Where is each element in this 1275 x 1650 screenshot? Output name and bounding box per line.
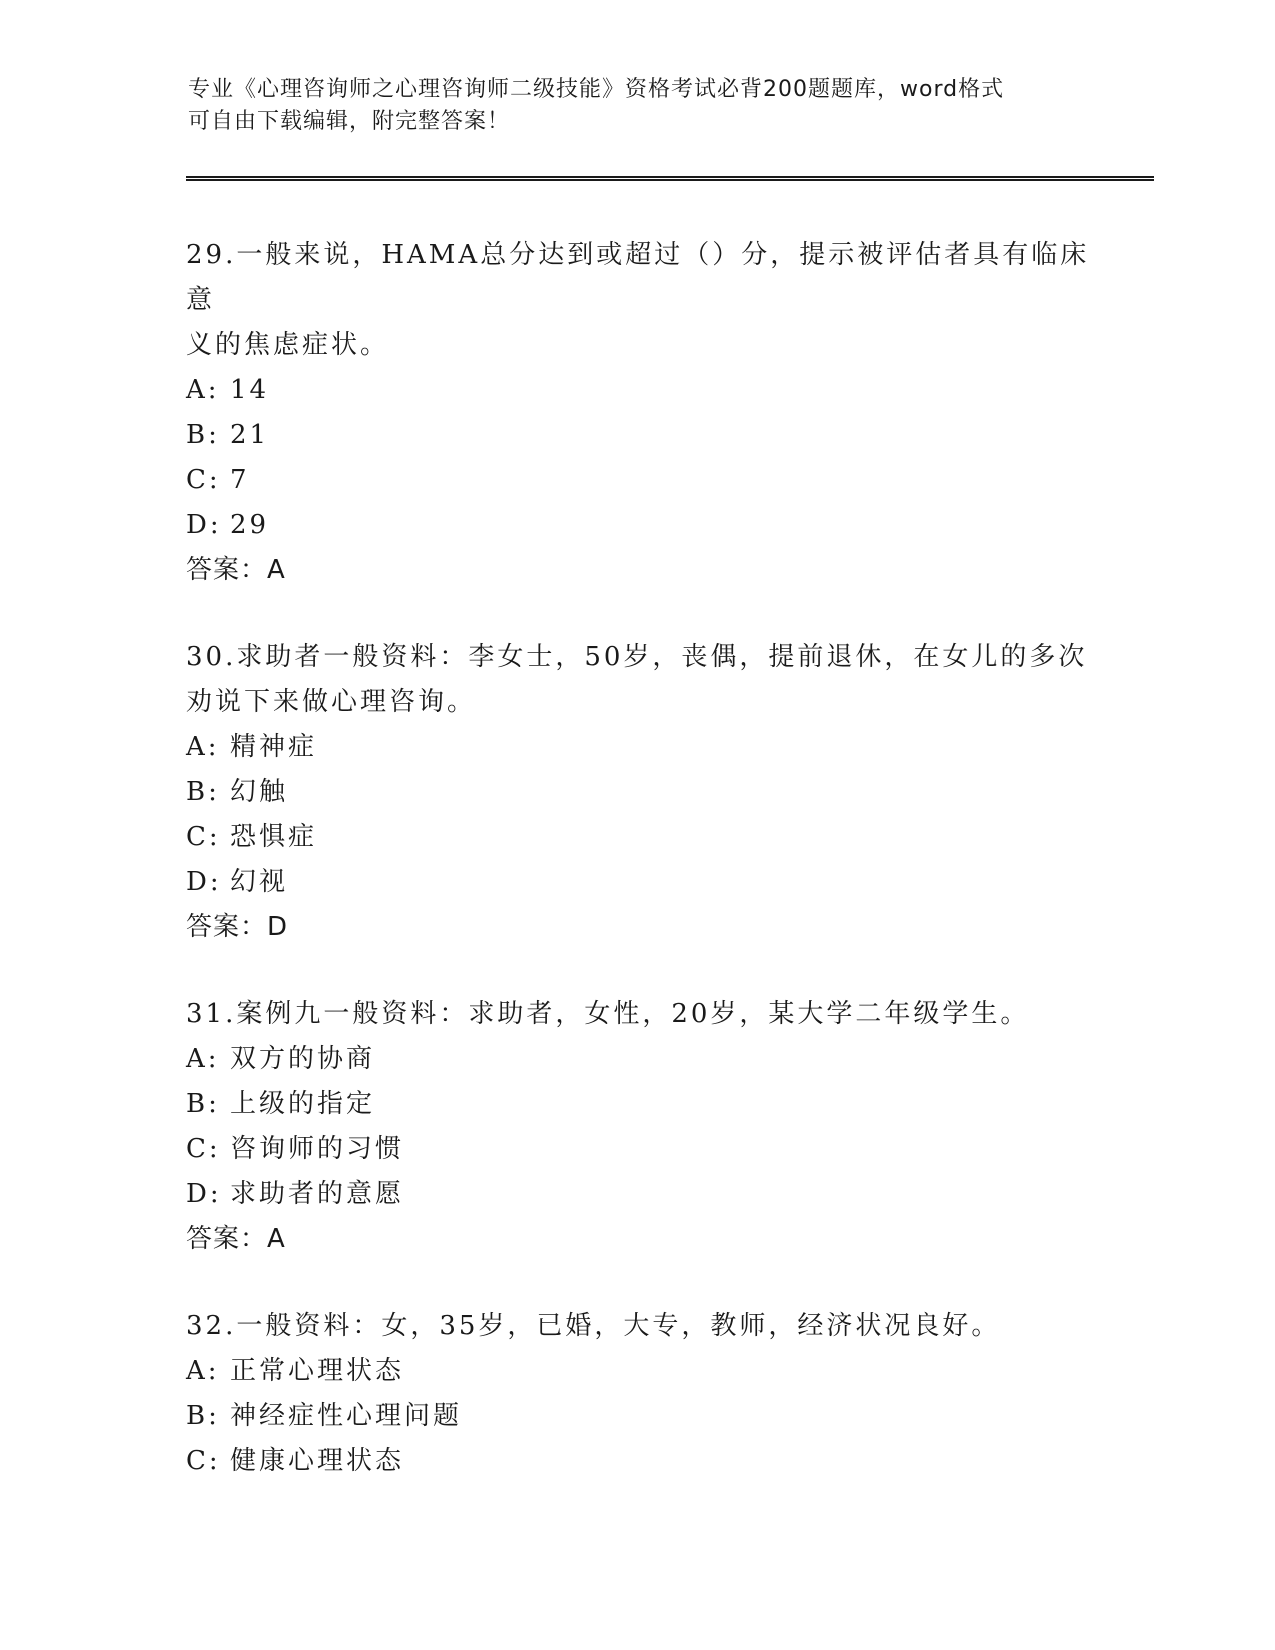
option-b [186, 413, 1106, 458]
question-stem [186, 992, 1106, 1037]
option-text: 上级的指定 [230, 1089, 376, 1119]
option-b [186, 1082, 1106, 1127]
answer-line: 答案：A [186, 1224, 286, 1254]
header-line-2: 可自由下载编辑，附完整答案！ [188, 109, 511, 134]
option-key: B: [186, 420, 220, 450]
option-key: C: [186, 822, 221, 852]
option-b [186, 1394, 1106, 1439]
option-text: 29 [230, 510, 270, 540]
option-key: C: [186, 1134, 221, 1164]
option-key: D: [186, 1179, 222, 1209]
option-key: D: [186, 867, 222, 897]
option-key: C: [186, 1446, 221, 1476]
option-text: 14 [230, 375, 270, 405]
option-text: 求助者的意愿 [230, 1179, 405, 1209]
option-a [186, 1037, 1106, 1082]
option-text: 恐惧症 [230, 822, 318, 852]
option-key: D: [186, 510, 222, 540]
question-30 [186, 635, 1106, 950]
option-text: 幻触 [230, 777, 289, 807]
question-stem [186, 233, 1106, 368]
option-b [186, 770, 1106, 815]
option-d [186, 860, 1106, 905]
option-a [186, 1349, 1106, 1394]
option-key: A: [186, 1044, 220, 1074]
option-d [186, 1172, 1106, 1217]
question-stem-line-1: 32.一般资料：女，35岁，已婚，大专，教师，经济状况良好。 [186, 1311, 1001, 1341]
question-stem-line-1: 29.一般来说，HAMA总分达到或超过（）分，提示被评估者具有临床意 [186, 240, 1090, 315]
option-key: B: [186, 1401, 220, 1431]
option-key: A: [186, 1356, 220, 1386]
question-31 [186, 992, 1106, 1262]
option-c [186, 1127, 1106, 1172]
header-double-rule [186, 176, 1154, 181]
question-stem-line-1: 31.案例九一般资料：求助者，女性，20岁，某大学二年级学生。 [186, 999, 1030, 1029]
question-32 [186, 1304, 1106, 1484]
option-a [186, 368, 1106, 413]
option-text: 幻视 [230, 867, 289, 897]
question-stem-line-1: 30.求助者一般资料：李女士，50岁，丧偶，提前退休，在女儿的多次 [186, 642, 1088, 672]
option-text: 咨询师的习惯 [230, 1134, 405, 1164]
option-text: 正常心理状态 [230, 1356, 405, 1386]
option-text: 双方的协商 [230, 1044, 376, 1074]
option-key: B: [186, 1089, 220, 1119]
option-text: 精神症 [230, 732, 318, 762]
question-stem [186, 635, 1106, 725]
question-stem-line-2: 义的焦虑症状。 [186, 330, 390, 360]
option-text: 7 [230, 465, 250, 495]
question-list [186, 233, 1106, 1526]
option-key: A: [186, 732, 220, 762]
question-29 [186, 233, 1106, 593]
option-text: 21 [230, 420, 270, 450]
option-text: 神经症性心理问题 [230, 1401, 463, 1431]
document-header [188, 74, 1088, 138]
answer-line: 答案：D [186, 912, 289, 942]
option-c [186, 1439, 1106, 1484]
option-c [186, 458, 1106, 503]
option-d [186, 503, 1106, 548]
question-stem-line-2: 劝说下来做心理咨询。 [186, 687, 477, 717]
option-key: A: [186, 375, 220, 405]
option-key: C: [186, 465, 221, 495]
answer-line: 答案：A [186, 555, 286, 585]
option-text: 健康心理状态 [230, 1446, 405, 1476]
option-a [186, 725, 1106, 770]
option-key: B: [186, 777, 220, 807]
header-line-1: 专业《心理咨询师之心理咨询师二级技能》资格考试必背200题题库，word格式 [188, 77, 1005, 102]
option-c [186, 815, 1106, 860]
question-stem [186, 1304, 1106, 1349]
